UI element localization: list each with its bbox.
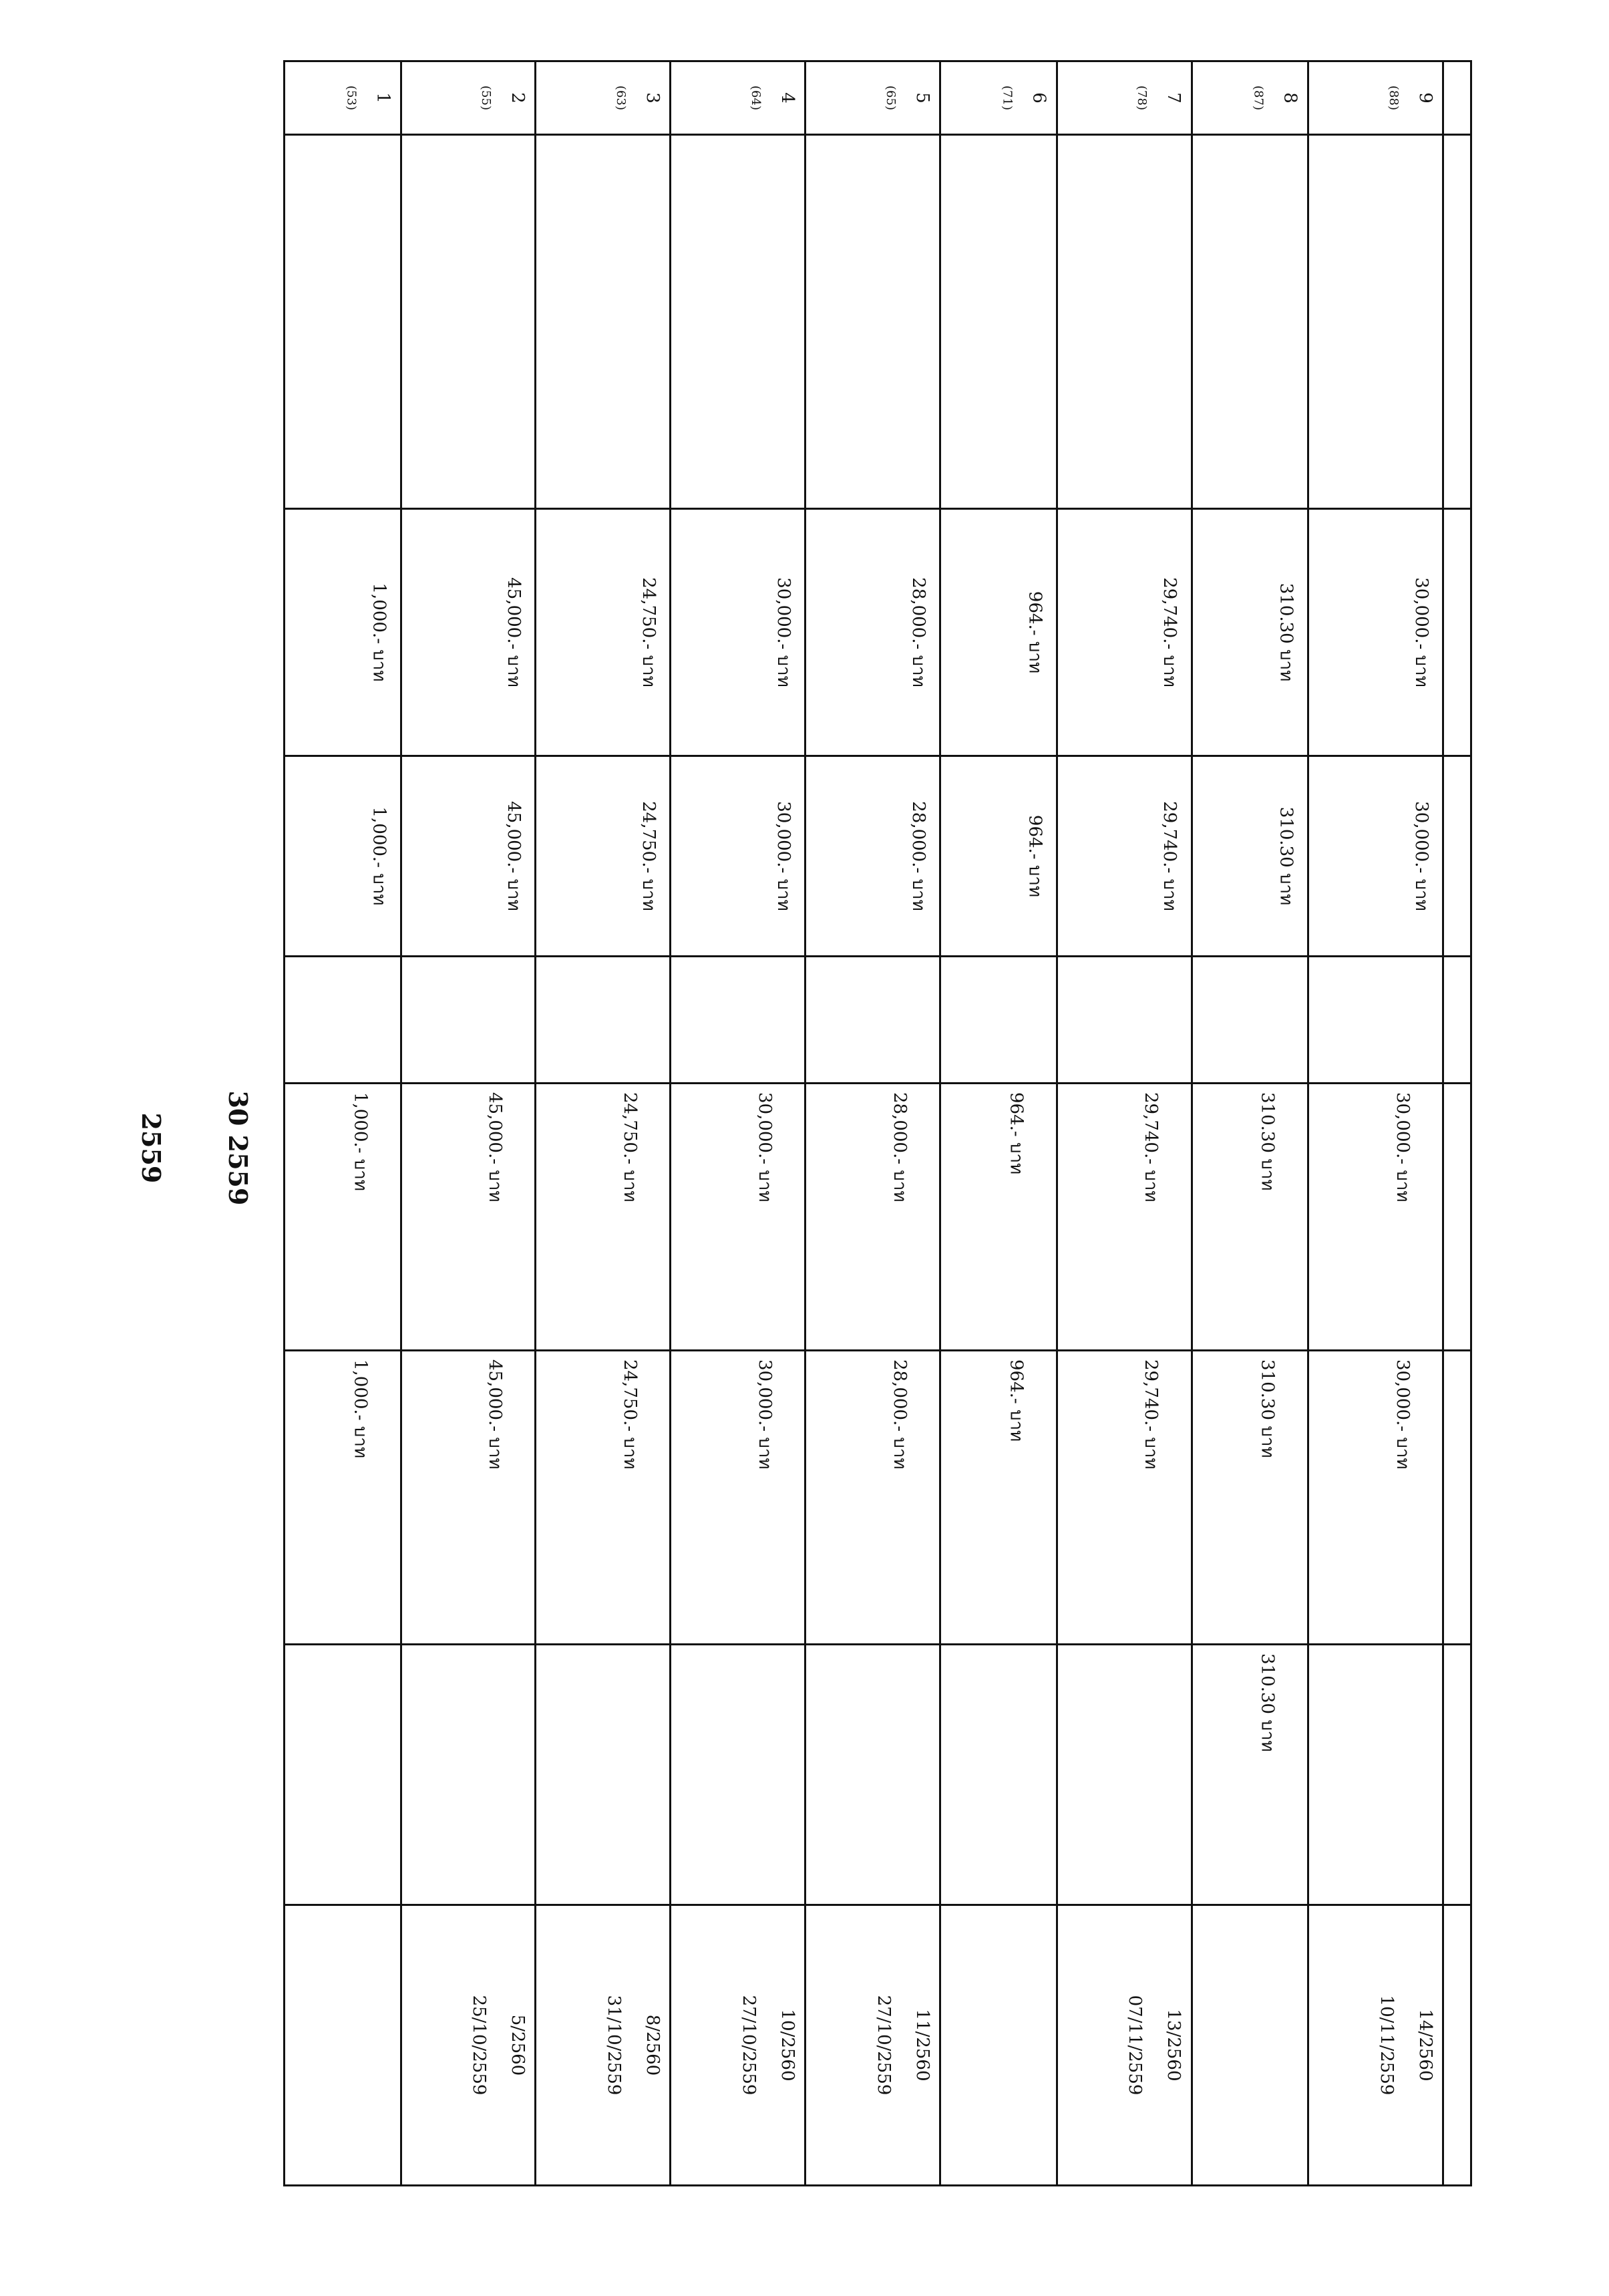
cell-reason bbox=[536, 1645, 671, 1905]
bidder-price: 30,000.- บาท bbox=[755, 1092, 775, 1202]
contract-number: 13/2560 bbox=[1164, 2009, 1184, 2082]
row-subnumber: (71) bbox=[1000, 86, 1015, 110]
bidder-price: 45,000.- บาท bbox=[485, 1092, 506, 1202]
procurement-table bbox=[283, 60, 1472, 2186]
row-number: 5 bbox=[912, 92, 933, 104]
winner-price: 30,000.- บาท bbox=[1393, 1359, 1413, 1470]
contract-number: 14/2560 bbox=[1415, 2009, 1436, 2082]
cell-item bbox=[401, 135, 536, 509]
cell-contract bbox=[401, 1905, 536, 2186]
cell-winner bbox=[536, 1351, 671, 1645]
header-contract bbox=[1443, 1905, 1471, 2186]
bidder-price: 30,000.- บาท bbox=[1393, 1092, 1413, 1202]
cell-winner bbox=[1057, 1351, 1192, 1645]
row-subnumber: (78) bbox=[1135, 86, 1149, 110]
cell-no bbox=[401, 61, 536, 135]
contract-number: 11/2560 bbox=[912, 2009, 933, 2082]
cell-reason bbox=[940, 1645, 1057, 1905]
title-line-3: 30 2559 bbox=[223, 1090, 253, 1206]
cell-bidders bbox=[1057, 1084, 1192, 1351]
cell-item bbox=[1308, 135, 1443, 509]
contract-date: 07/11/2559 bbox=[1125, 1995, 1145, 2096]
cell-reason bbox=[1308, 1645, 1443, 1905]
table-row bbox=[1308, 61, 1443, 2186]
header-reason bbox=[1443, 1645, 1471, 1905]
table-row bbox=[401, 61, 536, 2186]
cell-winner bbox=[671, 1351, 806, 1645]
cell-contract bbox=[671, 1905, 806, 2186]
cell-median: 964.- บาท bbox=[940, 756, 1057, 957]
cell-median: 24,750.- บาท bbox=[536, 756, 671, 957]
contract-date: 10/11/2559 bbox=[1377, 1995, 1397, 2096]
bidder-price: 29,740.- บาท bbox=[1141, 1092, 1161, 1202]
winner-price: 45,000.- บาท bbox=[485, 1359, 506, 1470]
row-subnumber: (65) bbox=[884, 86, 898, 110]
table-row bbox=[1057, 61, 1192, 2186]
row-number: 6 bbox=[1029, 92, 1049, 104]
cell-item bbox=[671, 135, 806, 509]
bidder-price: 1,000.- บาท bbox=[350, 1092, 371, 1191]
cell-item bbox=[1192, 135, 1308, 509]
table-row bbox=[536, 61, 671, 2186]
row-subnumber: (64) bbox=[749, 86, 763, 110]
row-number: 7 bbox=[1164, 92, 1184, 104]
cell-median: 28,000.- บาท bbox=[806, 756, 940, 957]
table-header-row bbox=[1443, 61, 1471, 2186]
cell-winner bbox=[1192, 1351, 1308, 1645]
cell-median: 29,740.- บาท bbox=[1057, 756, 1192, 957]
cell-budget: 45,000.- บาท bbox=[401, 509, 536, 756]
row-subnumber: (55) bbox=[479, 86, 494, 110]
cell-method bbox=[671, 957, 806, 1084]
cell-bidders bbox=[401, 1084, 536, 1351]
winner-price: 30,000.- บาท bbox=[755, 1359, 775, 1470]
header-median bbox=[1443, 756, 1471, 957]
title-line-1: 2559 bbox=[136, 1112, 166, 1184]
cell-contract bbox=[1192, 1905, 1308, 2186]
cell-contract bbox=[806, 1905, 940, 2186]
header-bidders bbox=[1443, 1084, 1471, 1351]
cell-median: 45,000.- บาท bbox=[401, 756, 536, 957]
cell-method bbox=[806, 957, 940, 1084]
cell-winner bbox=[285, 1351, 401, 1645]
cell-item bbox=[285, 135, 401, 509]
cell-budget: 310.30 บาท bbox=[1192, 509, 1308, 756]
contract-date: 27/10/2559 bbox=[874, 1995, 894, 2096]
table-row bbox=[806, 61, 940, 2186]
cell-no bbox=[285, 61, 401, 135]
row-number: 8 bbox=[1280, 92, 1301, 104]
cell-reason bbox=[1192, 1645, 1308, 1905]
cell-bidders bbox=[940, 1084, 1057, 1351]
table-row bbox=[940, 61, 1057, 2186]
row-number: 9 bbox=[1415, 92, 1436, 104]
cell-bidders bbox=[806, 1084, 940, 1351]
winner-price: 1,000.- บาท bbox=[350, 1359, 371, 1458]
bidder-price: 964.- บาท bbox=[1006, 1092, 1027, 1175]
cell-item bbox=[536, 135, 671, 509]
bidder-price: 24,750.- บาท bbox=[620, 1092, 641, 1202]
cell-no bbox=[940, 61, 1057, 135]
cell-budget: 30,000.- บาท bbox=[1308, 509, 1443, 756]
row-number: 3 bbox=[643, 92, 663, 104]
cell-bidders bbox=[671, 1084, 806, 1351]
cell-bidders bbox=[285, 1084, 401, 1351]
cell-no bbox=[536, 61, 671, 135]
cell-contract bbox=[1057, 1905, 1192, 2186]
row-subnumber: (87) bbox=[1252, 86, 1266, 110]
cell-item bbox=[1057, 135, 1192, 509]
cell-budget: 1,000.- บาท bbox=[285, 509, 401, 756]
cell-budget: 30,000.- บาท bbox=[671, 509, 806, 756]
cell-bidders bbox=[1192, 1084, 1308, 1351]
row-subnumber: (53) bbox=[344, 86, 359, 110]
winner-price: 24,750.- บาท bbox=[620, 1359, 641, 1470]
cell-contract bbox=[1308, 1905, 1443, 2186]
row-subnumber: (88) bbox=[1387, 86, 1401, 110]
contract-number: 5/2560 bbox=[508, 2014, 528, 2076]
cell-method bbox=[940, 957, 1057, 1084]
row-number: 2 bbox=[508, 92, 528, 104]
cell-no bbox=[1192, 61, 1308, 135]
contract-date: 25/10/2559 bbox=[469, 1995, 490, 2096]
cell-budget: 29,740.- บาท bbox=[1057, 509, 1192, 756]
table-row bbox=[671, 61, 806, 2186]
cell-no bbox=[1057, 61, 1192, 135]
contract-date: 27/10/2559 bbox=[739, 1995, 759, 2096]
cell-budget: 964.- บาท bbox=[940, 509, 1057, 756]
cell-method bbox=[536, 957, 671, 1084]
cell-contract bbox=[536, 1905, 671, 2186]
contract-number: 8/2560 bbox=[643, 2014, 663, 2076]
row-subnumber: (63) bbox=[614, 86, 629, 110]
cell-budget: 24,750.- บาท bbox=[536, 509, 671, 756]
cell-winner bbox=[1308, 1351, 1443, 1645]
cell-contract bbox=[940, 1905, 1057, 2186]
contract-date: 31/10/2559 bbox=[604, 1995, 624, 2096]
cell-method bbox=[1057, 957, 1192, 1084]
cell-bidders bbox=[536, 1084, 671, 1351]
cell-method bbox=[401, 957, 536, 1084]
cell-reason bbox=[671, 1645, 806, 1905]
cell-reason bbox=[806, 1645, 940, 1905]
header-item bbox=[1443, 135, 1471, 509]
cell-bidders bbox=[1308, 1084, 1443, 1351]
cell-contract bbox=[285, 1905, 401, 2186]
winner-price: 29,740.- บาท bbox=[1141, 1359, 1161, 1470]
cell-winner bbox=[806, 1351, 940, 1645]
bidder-price: 28,000.- บาท bbox=[890, 1092, 910, 1202]
cell-method bbox=[285, 957, 401, 1084]
row-number: 1 bbox=[373, 92, 393, 104]
row-number: 4 bbox=[777, 92, 798, 104]
cell-method bbox=[1192, 957, 1308, 1084]
cell-no bbox=[806, 61, 940, 135]
cell-median: 30,000.- บาท bbox=[1308, 756, 1443, 957]
header-winner bbox=[1443, 1351, 1471, 1645]
table-row bbox=[1192, 61, 1308, 2186]
header-budget bbox=[1443, 509, 1471, 756]
cell-item bbox=[940, 135, 1057, 509]
cell-winner bbox=[940, 1351, 1057, 1645]
header-no bbox=[1443, 61, 1471, 135]
cell-reason bbox=[1057, 1645, 1192, 1905]
cell-method bbox=[1308, 957, 1443, 1084]
header-method bbox=[1443, 957, 1471, 1084]
winner-price: 964.- บาท bbox=[1006, 1359, 1027, 1442]
winner-price: 310.30 บาท bbox=[1258, 1359, 1278, 1458]
winner-price: 28,000.- บาท bbox=[890, 1359, 910, 1470]
cell-budget: 28,000.- บาท bbox=[806, 509, 940, 756]
cell-reason bbox=[285, 1645, 401, 1905]
table-row bbox=[285, 61, 401, 2186]
cell-item bbox=[806, 135, 940, 509]
contract-number: 10/2560 bbox=[777, 2009, 798, 2082]
reason-price: 310.30 บาท bbox=[1258, 1653, 1278, 1752]
cell-reason bbox=[401, 1645, 536, 1905]
cell-median: 1,000.- บาท bbox=[285, 756, 401, 957]
cell-no bbox=[671, 61, 806, 135]
cell-median: 30,000.- บาท bbox=[671, 756, 806, 957]
bidder-price: 310.30 บาท bbox=[1258, 1092, 1278, 1191]
cell-no bbox=[1308, 61, 1443, 135]
cell-winner bbox=[401, 1351, 536, 1645]
cell-median: 310.30 บาท bbox=[1192, 756, 1308, 957]
